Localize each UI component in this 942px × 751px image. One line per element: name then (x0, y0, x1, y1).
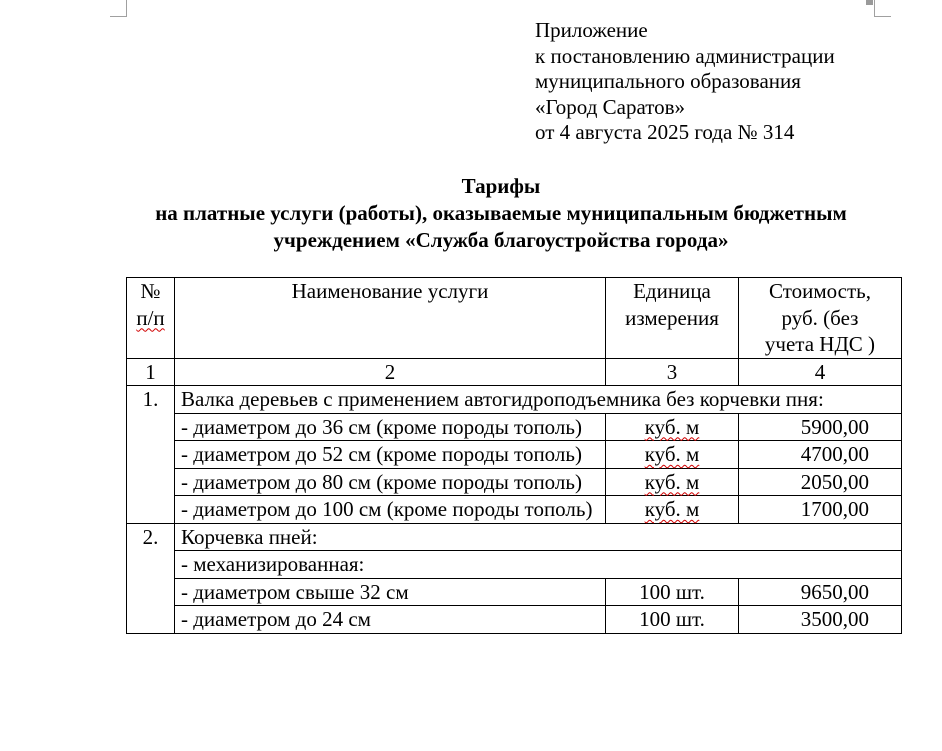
table-row (127, 496, 902, 524)
unit-cell (606, 413, 739, 441)
table-header-row (127, 278, 902, 359)
table-row (127, 551, 902, 579)
unit-cell: 100 шт. (606, 606, 739, 634)
service-name: - диаметром до 100 см (кроме породы тополь) (175, 496, 606, 524)
appendix-line: «Город Саратов» (535, 94, 686, 119)
column-number-row (127, 358, 902, 386)
unit-cell: 100 шт. (606, 578, 739, 606)
header-cell-unit (606, 278, 739, 359)
service-name: - диаметром до 80 см (кроме породы тополь) (175, 468, 606, 496)
column-number: 3 (606, 358, 739, 386)
section-title: Валка деревьев с применением автогидроподъемника без корчевки пня: (175, 386, 902, 414)
price-cell: 1700,00 (739, 496, 902, 524)
section-number: 1. (127, 386, 175, 524)
price-cell: 4700,00 (739, 441, 902, 469)
table-row (127, 441, 902, 469)
appendix-date-line: от 4 августа 2025 года № 314 (535, 120, 795, 144)
header-text: руб. (без (781, 305, 859, 330)
header-cell-number (127, 278, 175, 359)
header-text: Единица (633, 279, 711, 303)
table-row (127, 523, 902, 551)
appendix-block (535, 18, 835, 146)
service-name: - диаметром до 24 см (175, 606, 606, 634)
header-text: измерения (625, 305, 719, 330)
unit-text: куб. м (644, 469, 700, 494)
table-row (127, 386, 902, 414)
price-cell: 5900,00 (739, 413, 902, 441)
page-corner-mark-right (874, 0, 891, 17)
section-number: 2. (127, 523, 175, 633)
price-cell: 9650,00 (739, 578, 902, 606)
service-name: - диаметром до 52 см (кроме породы тополь) (175, 441, 606, 469)
service-name: - диаметром до 36 см (кроме породы тополь) (175, 413, 606, 441)
table-row (127, 606, 902, 634)
header-text: Стоимость, (768, 279, 871, 303)
document-title (125, 173, 877, 254)
unit-cell (606, 468, 739, 496)
title-line: на платные услуги (работы), оказываемые муниципальным бюджетным (155, 201, 847, 225)
unit-cell (606, 496, 739, 524)
table-row (127, 413, 902, 441)
header-text: п/п (136, 305, 165, 330)
section-subtitle: - механизированная: (175, 551, 902, 579)
ruler-marker (866, 0, 873, 5)
header-cell-cost (739, 278, 902, 359)
price-cell: 2050,00 (739, 468, 902, 496)
unit-text: куб. м (644, 442, 700, 466)
table-row (127, 468, 902, 496)
price-cell: 3500,00 (739, 606, 902, 634)
service-name: - диаметром свыше 32 см (175, 578, 606, 606)
unit-text: куб. м (644, 414, 700, 439)
column-number: 1 (127, 358, 175, 386)
table-row (127, 578, 902, 606)
column-number: 2 (175, 358, 606, 386)
title-line: Тарифы (461, 174, 541, 198)
section-title: Корчевка пней: (175, 523, 902, 551)
appendix-line: Приложение (535, 18, 648, 42)
appendix-line: к постановлению администрации (535, 43, 835, 68)
title-line: учреждением «Служба благоустройства города» (273, 228, 729, 252)
page-corner-mark-left (110, 0, 127, 17)
tariffs-table (126, 277, 902, 634)
header-text: № (140, 279, 161, 303)
header-text: Наименование услуги (291, 279, 489, 303)
column-number: 4 (739, 358, 902, 386)
appendix-line: муниципального образования (535, 69, 801, 93)
unit-cell (606, 441, 739, 469)
unit-text: куб. м (644, 497, 700, 521)
header-cell-name (175, 278, 606, 359)
header-text: учета НДС ) (764, 332, 876, 356)
